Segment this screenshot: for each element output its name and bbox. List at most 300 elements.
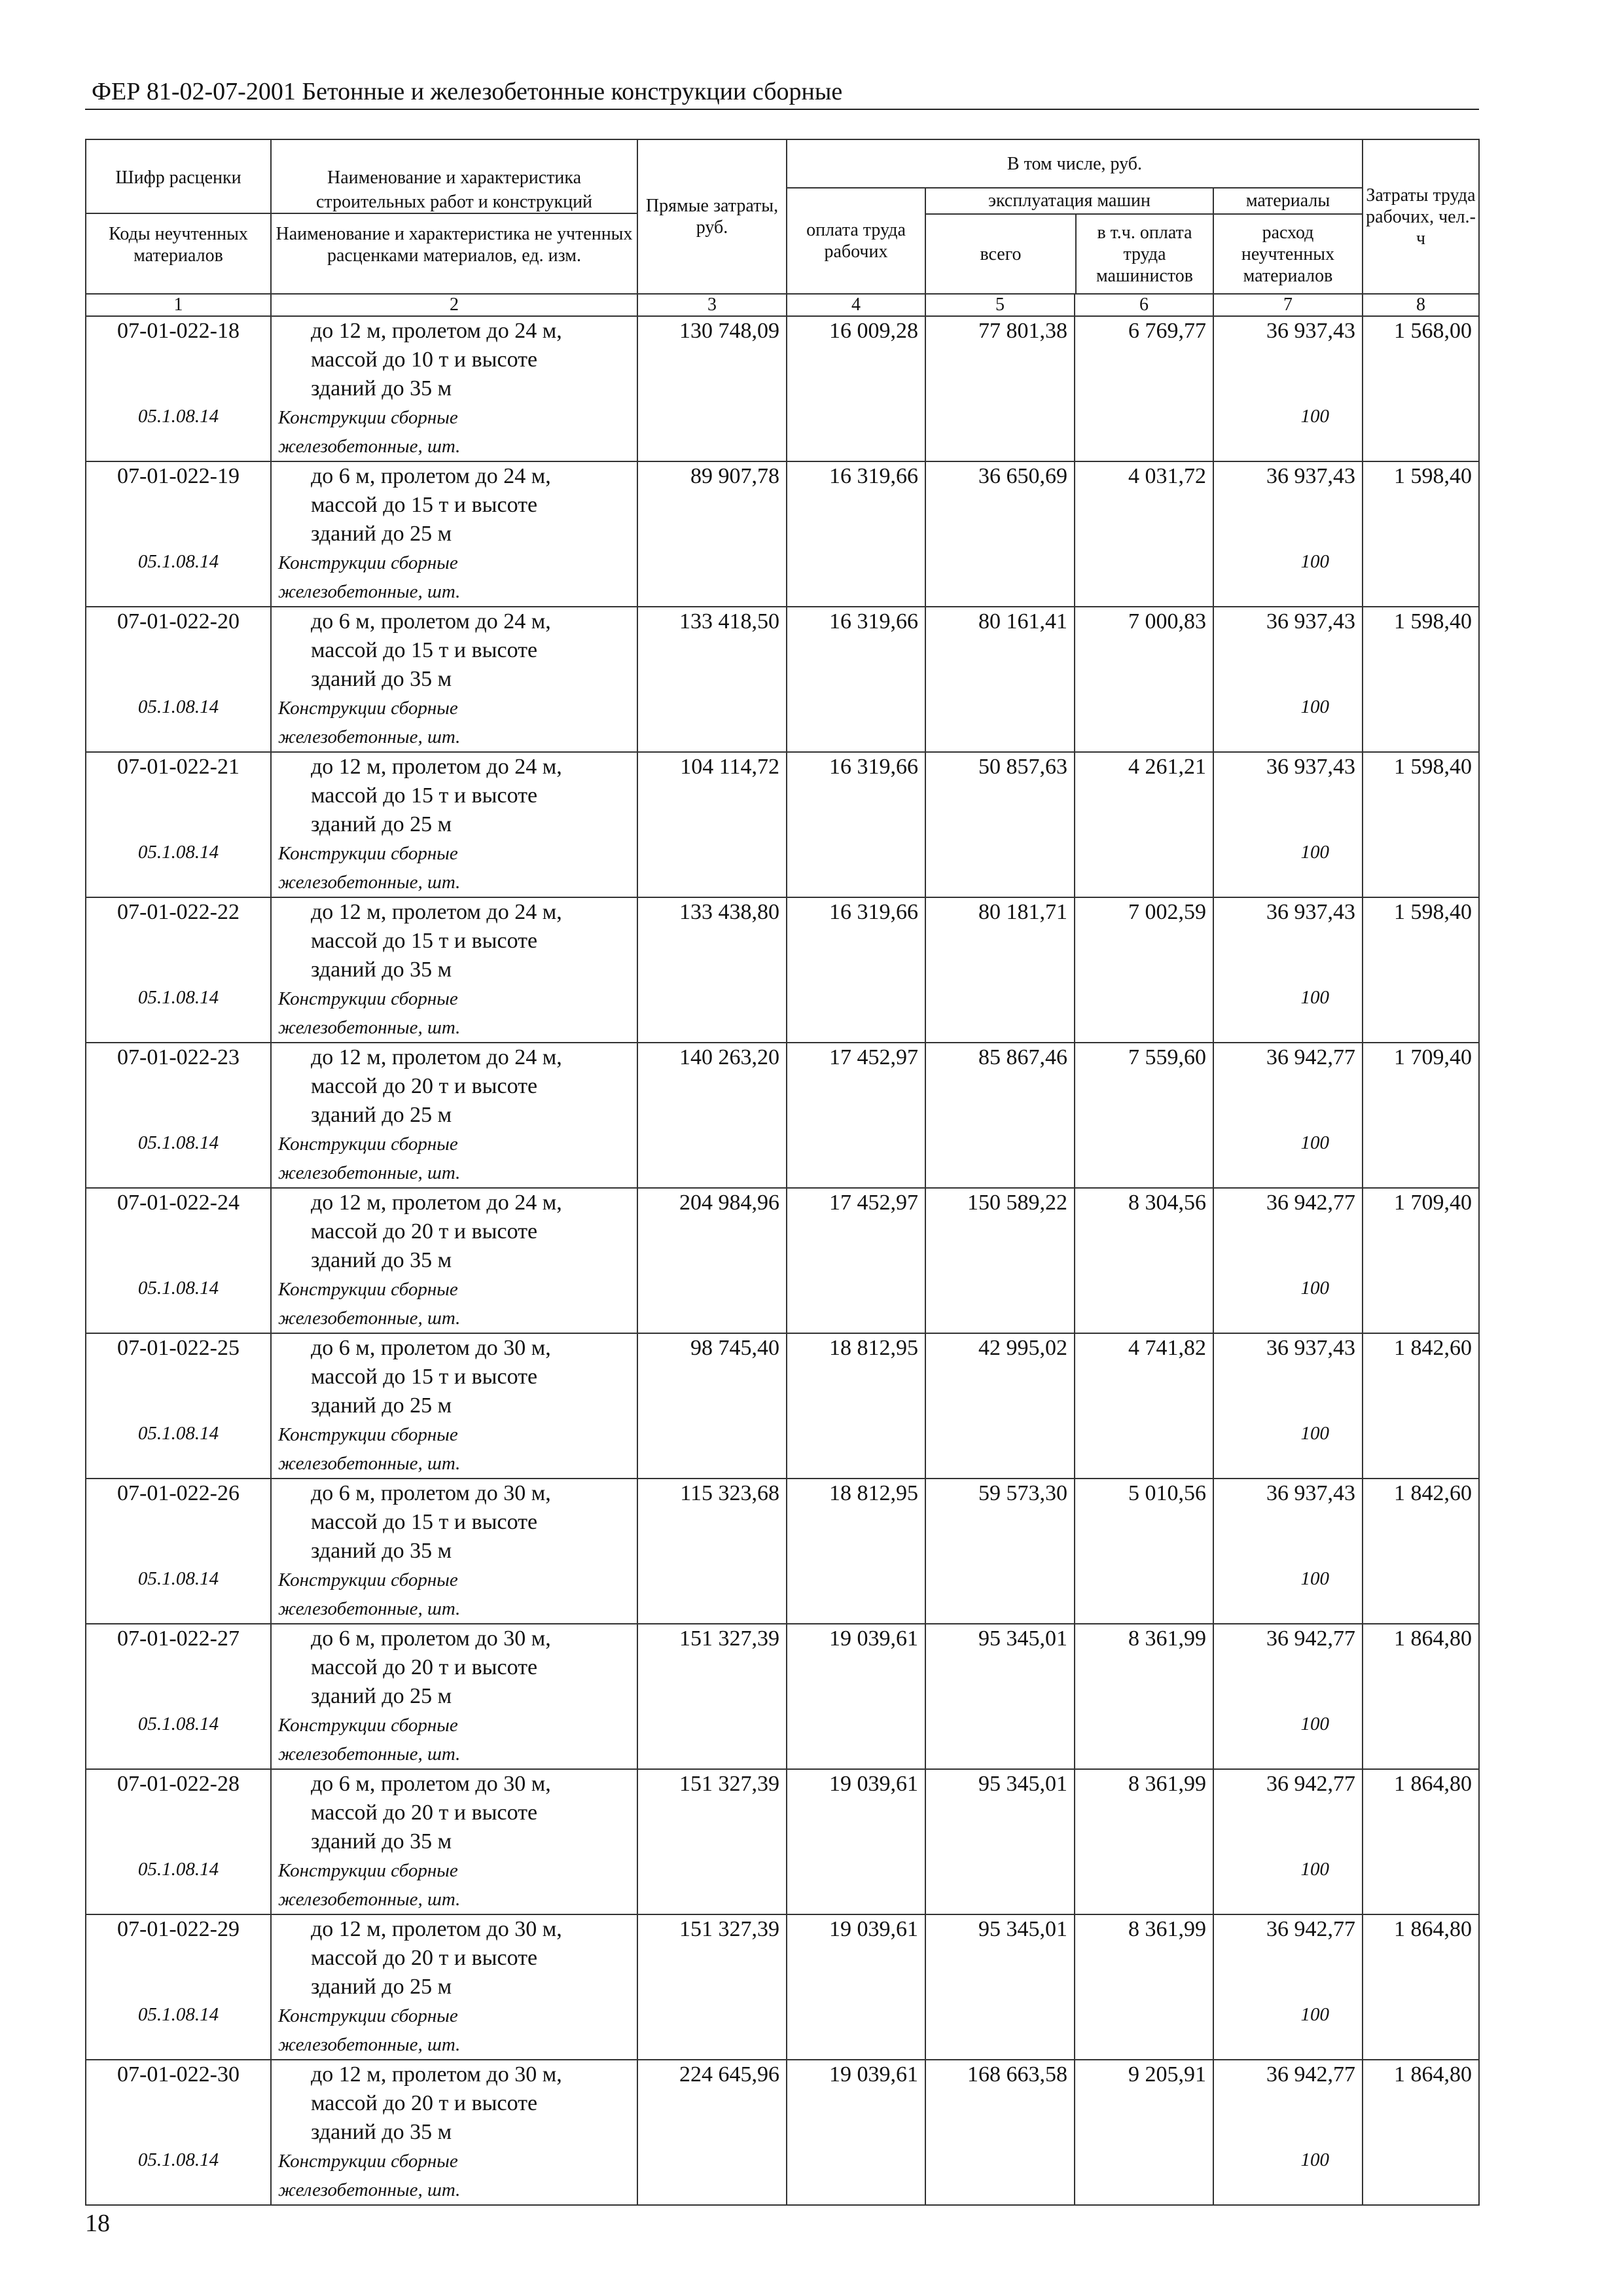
empty-cell <box>787 1566 925 1624</box>
material-quantity: 100 <box>1213 984 1363 1043</box>
empty-cell <box>787 839 925 897</box>
materials-cost: 36 937,43 <box>1213 1479 1363 1566</box>
labor-pay: 16 319,66 <box>787 897 925 984</box>
material-description-line: Конструкции сборные <box>278 1134 458 1155</box>
rate-description-line: до 12 м, пролетом до 24 м, <box>311 1045 562 1069</box>
material-description-line: Конструкции сборные <box>278 1715 458 1736</box>
rate-code: 07-01-022-28 <box>86 1769 271 1856</box>
empty-cell <box>1075 548 1213 607</box>
empty-cell <box>925 1420 1075 1479</box>
empty-cell <box>787 2001 925 2060</box>
rate-description-line: массой до 15 т и высоте <box>311 929 538 953</box>
empty-cell <box>925 1130 1075 1188</box>
direct-cost: 98 745,40 <box>637 1333 787 1420</box>
rate-description <box>271 316 637 403</box>
material-row <box>86 1566 1479 1624</box>
material-description-line: Конструкции сборные <box>278 552 458 573</box>
empty-cell <box>787 694 925 752</box>
direct-cost: 151 327,39 <box>637 1769 787 1856</box>
materials-cost: 36 942,77 <box>1213 1043 1363 1130</box>
rate-code: 07-01-022-26 <box>86 1479 271 1566</box>
empty-cell <box>1075 984 1213 1043</box>
rate-description-line: массой до 20 т и высоте <box>311 1074 538 1098</box>
empty-cell <box>1075 1130 1213 1188</box>
material-description-line: Конструкции сборные <box>278 1424 458 1445</box>
empty-cell <box>637 403 787 461</box>
rate-description-line: зданий до 25 м <box>311 522 452 546</box>
material-description <box>271 694 637 752</box>
rate-description-line: массой до 20 т и высоте <box>311 1655 538 1679</box>
column-number: 4 <box>787 294 925 316</box>
direct-cost: 151 327,39 <box>637 1624 787 1711</box>
rate-description-line: до 12 м, пролетом до 24 м, <box>311 900 562 924</box>
labor-hours: 1 864,80 <box>1363 1624 1479 1711</box>
labor-hours: 1 709,40 <box>1363 1188 1479 1275</box>
column-number: 6 <box>1075 294 1213 316</box>
direct-cost: 133 418,50 <box>637 607 787 694</box>
material-code: 05.1.08.14 <box>86 1275 271 1333</box>
direct-cost: 89 907,78 <box>637 461 787 548</box>
empty-cell <box>637 548 787 607</box>
rate-description <box>271 1188 637 1275</box>
rate-description <box>271 2060 637 2147</box>
empty-cell <box>787 1420 925 1479</box>
machinists-pay: 4 741,82 <box>1075 1333 1213 1420</box>
material-description <box>271 839 637 897</box>
empty-cell <box>925 1856 1075 1914</box>
empty-cell <box>637 2001 787 2060</box>
empty-cell <box>1363 694 1479 752</box>
machinists-pay: 4 261,21 <box>1075 752 1213 839</box>
empty-cell <box>787 548 925 607</box>
header-code: Шифр расценки <box>86 166 270 214</box>
rate-description-line: зданий до 35 м <box>311 1829 452 1854</box>
direct-cost: 224 645,96 <box>637 2060 787 2147</box>
direct-cost: 115 323,68 <box>637 1479 787 1566</box>
column-number: 5 <box>925 294 1075 316</box>
rate-code: 07-01-022-23 <box>86 1043 271 1130</box>
rate-description-line: массой до 15 т и высоте <box>311 493 538 517</box>
material-row <box>86 1130 1479 1188</box>
rate-description-line: до 12 м, пролетом до 30 м, <box>311 2062 562 2087</box>
empty-cell <box>1363 2001 1479 2060</box>
machinists-pay: 5 010,56 <box>1075 1479 1213 1566</box>
material-description <box>271 1711 637 1769</box>
material-code: 05.1.08.14 <box>86 2147 271 2205</box>
empty-cell <box>637 694 787 752</box>
empty-cell <box>637 1711 787 1769</box>
column-number: 8 <box>1363 294 1479 316</box>
material-description <box>271 1856 637 1914</box>
empty-cell <box>787 2147 925 2205</box>
material-description-line: Конструкции сборные <box>278 1570 458 1590</box>
empty-cell <box>1075 403 1213 461</box>
rate-row <box>86 897 1479 984</box>
column-number: 3 <box>637 294 787 316</box>
materials-cost: 36 937,43 <box>1213 461 1363 548</box>
machinists-pay: 8 361,99 <box>1075 1624 1213 1711</box>
material-description <box>271 1566 637 1624</box>
rate-description-line: до 6 м, пролетом до 24 м, <box>311 609 551 634</box>
rate-row <box>86 461 1479 548</box>
rate-row <box>86 1769 1479 1856</box>
labor-hours: 1 598,40 <box>1363 461 1479 548</box>
machines-total: 80 181,71 <box>925 897 1075 984</box>
empty-cell <box>787 1711 925 1769</box>
material-description-line: железобетонные, шт. <box>278 1598 461 1619</box>
rate-description <box>271 1479 637 1566</box>
material-description-line: Конструкции сборные <box>278 1279 458 1300</box>
direct-cost: 204 984,96 <box>637 1188 787 1275</box>
rate-description <box>271 1769 637 1856</box>
material-code: 05.1.08.14 <box>86 1856 271 1914</box>
materials-cost: 36 942,77 <box>1213 1188 1363 1275</box>
material-description <box>271 2147 637 2205</box>
rate-code: 07-01-022-27 <box>86 1624 271 1711</box>
labor-hours: 1 864,80 <box>1363 1914 1479 2001</box>
material-quantity: 100 <box>1213 839 1363 897</box>
material-code: 05.1.08.14 <box>86 403 271 461</box>
material-description-line: железобетонные, шт. <box>278 1453 461 1474</box>
machines-total: 77 801,38 <box>925 316 1075 403</box>
material-code: 05.1.08.14 <box>86 839 271 897</box>
labor-pay: 18 812,95 <box>787 1333 925 1420</box>
header-materials: материалы <box>1214 188 1362 215</box>
material-description-line: железобетонные, шт. <box>278 726 461 747</box>
direct-cost: 130 748,09 <box>637 316 787 403</box>
material-description <box>271 548 637 607</box>
empty-cell <box>925 694 1075 752</box>
empty-cell <box>637 984 787 1043</box>
labor-pay: 19 039,61 <box>787 1914 925 2001</box>
labor-pay: 19 039,61 <box>787 1624 925 1711</box>
rate-description-line: зданий до 35 м <box>311 2120 452 2144</box>
material-description-line: железобетонные, шт. <box>278 872 461 893</box>
empty-cell <box>1363 839 1479 897</box>
rate-description-line: зданий до 25 м <box>311 1684 452 1708</box>
material-row <box>86 694 1479 752</box>
materials-cost: 36 942,77 <box>1213 1624 1363 1711</box>
direct-cost: 133 438,80 <box>637 897 787 984</box>
column-number: 2 <box>271 294 637 316</box>
material-description-line: Конструкции сборные <box>278 2005 458 2026</box>
rate-description <box>271 461 637 548</box>
header-unaccounted-codes: Коды неучтенных материалов <box>109 224 248 266</box>
empty-cell <box>1363 2147 1479 2205</box>
empty-cell <box>1075 1711 1213 1769</box>
rate-row <box>86 1188 1479 1275</box>
empty-cell <box>787 403 925 461</box>
header-name: Наименование и характеристика строительных работ и конструкций <box>272 166 637 214</box>
material-code: 05.1.08.14 <box>86 694 271 752</box>
labor-pay: 16 319,66 <box>787 607 925 694</box>
header-materials-use: расход неучтенных материалов <box>1241 222 1335 286</box>
empty-cell <box>1075 839 1213 897</box>
materials-cost: 36 942,77 <box>1213 1769 1363 1856</box>
rate-description <box>271 897 637 984</box>
empty-cell <box>925 839 1075 897</box>
page-number: 18 <box>85 2210 110 2237</box>
empty-cell <box>637 1566 787 1624</box>
machines-total: 95 345,01 <box>925 1769 1075 1856</box>
machinists-pay: 7 002,59 <box>1075 897 1213 984</box>
rate-description-line: до 6 м, пролетом до 30 м, <box>311 1481 551 1505</box>
material-row <box>86 1711 1479 1769</box>
machinists-pay: 4 031,72 <box>1075 461 1213 548</box>
material-row <box>86 984 1479 1043</box>
empty-cell <box>925 1711 1075 1769</box>
header-including: В том числе, руб. <box>787 139 1363 188</box>
empty-cell <box>637 839 787 897</box>
machines-total: 50 857,63 <box>925 752 1075 839</box>
machines-total: 85 867,46 <box>925 1043 1075 1130</box>
header-direct: Прямые затраты, руб. <box>637 139 787 294</box>
header-code-cell <box>86 139 271 294</box>
empty-cell <box>925 984 1075 1043</box>
empty-cell <box>1075 1856 1213 1914</box>
material-description-line: железобетонные, шт. <box>278 1162 461 1183</box>
material-description-line: Конструкции сборные <box>278 988 458 1009</box>
material-description <box>271 1420 637 1479</box>
machines-total: 95 345,01 <box>925 1624 1075 1711</box>
material-description-line: железобетонные, шт. <box>278 2034 461 2055</box>
rate-description-line: массой до 20 т и высоте <box>311 2091 538 2115</box>
materials-cost: 36 937,43 <box>1213 607 1363 694</box>
rate-code: 07-01-022-18 <box>86 316 271 403</box>
empty-cell <box>1363 548 1479 607</box>
rate-description-line: до 12 м, пролетом до 30 м, <box>311 1917 562 1941</box>
machines-total: 59 573,30 <box>925 1479 1075 1566</box>
rate-row <box>86 1624 1479 1711</box>
materials-cost: 36 937,43 <box>1213 316 1363 403</box>
rate-description-line: зданий до 25 м <box>311 1103 452 1127</box>
machines-total: 36 650,69 <box>925 461 1075 548</box>
rate-code: 07-01-022-22 <box>86 897 271 984</box>
materials-cost: 36 937,43 <box>1213 752 1363 839</box>
rate-description-line: массой до 20 т и высоте <box>311 1801 538 1825</box>
rate-description-line: до 12 м, пролетом до 24 м, <box>311 1191 562 1215</box>
rate-description <box>271 1624 637 1711</box>
header-machinists-pay: в т.ч. оплата труда машинистов <box>1096 222 1193 286</box>
header-materials-cell <box>1213 188 1363 294</box>
rate-row <box>86 1914 1479 2001</box>
material-row <box>86 403 1479 461</box>
rate-code: 07-01-022-21 <box>86 752 271 839</box>
empty-cell <box>787 984 925 1043</box>
material-quantity: 100 <box>1213 1275 1363 1333</box>
labor-pay: 19 039,61 <box>787 2060 925 2147</box>
material-description-line: Конструкции сборные <box>278 407 458 428</box>
material-row <box>86 1856 1479 1914</box>
empty-cell <box>637 1420 787 1479</box>
empty-cell <box>925 1275 1075 1333</box>
labor-hours: 1 842,60 <box>1363 1333 1479 1420</box>
material-quantity: 100 <box>1213 1711 1363 1769</box>
material-code: 05.1.08.14 <box>86 1130 271 1188</box>
column-number: 7 <box>1213 294 1363 316</box>
machinists-pay: 9 205,91 <box>1075 2060 1213 2147</box>
rate-description-line: массой до 20 т и высоте <box>311 1219 538 1244</box>
material-code: 05.1.08.14 <box>86 2001 271 2060</box>
rate-description-line: до 6 м, пролетом до 30 м, <box>311 1772 551 1796</box>
rate-description-line: зданий до 35 м <box>311 376 452 401</box>
header-unaccounted-name: Наименование и характеристика не учтенных расценками материалов, ед. изм. <box>276 224 633 266</box>
rate-description-line: до 12 м, пролетом до 24 м, <box>311 319 562 343</box>
rate-code: 07-01-022-20 <box>86 607 271 694</box>
empty-cell <box>1075 1275 1213 1333</box>
empty-cell <box>787 1856 925 1914</box>
empty-cell <box>1363 1711 1479 1769</box>
labor-pay: 18 812,95 <box>787 1479 925 1566</box>
rate-description-line: массой до 10 т и высоте <box>311 348 538 372</box>
empty-cell <box>1075 694 1213 752</box>
column-number: 1 <box>86 294 271 316</box>
rate-code: 07-01-022-19 <box>86 461 271 548</box>
materials-cost: 36 942,77 <box>1213 2060 1363 2147</box>
material-row <box>86 1420 1479 1479</box>
machinists-pay: 7 000,83 <box>1075 607 1213 694</box>
material-code: 05.1.08.14 <box>86 548 271 607</box>
empty-cell <box>1075 2001 1213 2060</box>
header-machines: эксплуатация машин <box>926 188 1213 215</box>
labor-pay: 19 039,61 <box>787 1769 925 1856</box>
rate-description-line: зданий до 35 м <box>311 1248 452 1272</box>
empty-cell <box>637 1275 787 1333</box>
rate-description-line: зданий до 35 м <box>311 1539 452 1563</box>
empty-cell <box>1075 2147 1213 2205</box>
empty-cell <box>787 1130 925 1188</box>
rate-code: 07-01-022-25 <box>86 1333 271 1420</box>
material-quantity: 100 <box>1213 403 1363 461</box>
material-code: 05.1.08.14 <box>86 984 271 1043</box>
rate-description-line: до 6 м, пролетом до 30 м, <box>311 1626 551 1651</box>
direct-cost: 104 114,72 <box>637 752 787 839</box>
rate-description-line: до 12 м, пролетом до 24 м, <box>311 755 562 779</box>
rate-description-line: массой до 15 т и высоте <box>311 1365 538 1389</box>
material-description-line: Конструкции сборные <box>278 2151 458 2172</box>
rate-description-line: зданий до 25 м <box>311 812 452 836</box>
labor-hours: 1 598,40 <box>1363 607 1479 694</box>
machinists-pay: 7 559,60 <box>1075 1043 1213 1130</box>
rate-description-line: массой до 15 т и высоте <box>311 783 538 808</box>
material-description-line: Конструкции сборные <box>278 1860 458 1881</box>
labor-hours: 1 864,80 <box>1363 2060 1479 2147</box>
material-code: 05.1.08.14 <box>86 1420 271 1479</box>
machinists-pay: 8 304,56 <box>1075 1188 1213 1275</box>
labor-pay: 17 452,97 <box>787 1188 925 1275</box>
machines-total: 150 589,22 <box>925 1188 1075 1275</box>
machines-total: 168 663,58 <box>925 2060 1075 2147</box>
material-description-line: железобетонные, шт. <box>278 436 461 457</box>
rate-description-line: до 6 м, пролетом до 24 м, <box>311 464 551 488</box>
header-labor-pay: оплата труда рабочих <box>787 188 925 294</box>
material-description-line: железобетонные, шт. <box>278 581 461 602</box>
header-machines-total: всего <box>926 215 1077 293</box>
rate-row <box>86 1479 1479 1566</box>
rate-description-line: до 6 м, пролетом до 30 м, <box>311 1336 551 1360</box>
labor-pay: 16 009,28 <box>787 316 925 403</box>
empty-cell <box>787 1275 925 1333</box>
material-code: 05.1.08.14 <box>86 1711 271 1769</box>
material-description <box>271 1130 637 1188</box>
labor-hours: 1 568,00 <box>1363 316 1479 403</box>
material-description <box>271 403 637 461</box>
machines-total: 80 161,41 <box>925 607 1075 694</box>
direct-cost: 151 327,39 <box>637 1914 787 2001</box>
empty-cell <box>1363 1856 1479 1914</box>
empty-cell <box>925 2001 1075 2060</box>
rate-description-line: массой до 20 т и высоте <box>311 1946 538 1970</box>
empty-cell <box>1363 403 1479 461</box>
empty-cell <box>637 2147 787 2205</box>
material-quantity: 100 <box>1213 1130 1363 1188</box>
material-description-line: Конструкции сборные <box>278 698 458 719</box>
material-row <box>86 839 1479 897</box>
rate-description <box>271 752 637 839</box>
header-labor-cost: Затраты труда рабочих, чел.-ч <box>1363 139 1479 294</box>
machinists-pay: 8 361,99 <box>1075 1914 1213 2001</box>
machinists-pay: 6 769,77 <box>1075 316 1213 403</box>
header-name-cell <box>271 139 637 294</box>
material-quantity: 100 <box>1213 2147 1363 2205</box>
rate-description <box>271 1333 637 1420</box>
rate-description <box>271 607 637 694</box>
rate-description-line: зданий до 25 м <box>311 1393 452 1418</box>
rate-description-line: массой до 15 т и высоте <box>311 1510 538 1534</box>
materials-cost: 36 937,43 <box>1213 1333 1363 1420</box>
empty-cell <box>637 1130 787 1188</box>
material-description <box>271 984 637 1043</box>
empty-cell <box>925 1566 1075 1624</box>
title-rule <box>85 109 1479 110</box>
rate-row <box>86 752 1479 839</box>
labor-hours: 1 842,60 <box>1363 1479 1479 1566</box>
direct-cost: 140 263,20 <box>637 1043 787 1130</box>
material-quantity: 100 <box>1213 694 1363 752</box>
rate-description <box>271 1043 637 1130</box>
material-quantity: 100 <box>1213 2001 1363 2060</box>
rate-description-line: зданий до 25 м <box>311 1975 452 1999</box>
material-quantity: 100 <box>1213 1566 1363 1624</box>
page-title: ФЕР 81-02-07-2001 Бетонные и железобетонные конструкции сборные <box>92 78 843 105</box>
material-description <box>271 2001 637 2060</box>
material-description-line: железобетонные, шт. <box>278 1017 461 1038</box>
rate-code: 07-01-022-30 <box>86 2060 271 2147</box>
empty-cell <box>637 1856 787 1914</box>
rate-row <box>86 2060 1479 2147</box>
labor-pay: 16 319,66 <box>787 752 925 839</box>
material-code: 05.1.08.14 <box>86 1566 271 1624</box>
material-description <box>271 1275 637 1333</box>
rate-code: 07-01-022-24 <box>86 1188 271 1275</box>
machines-total: 42 995,02 <box>925 1333 1075 1420</box>
material-row <box>86 2147 1479 2205</box>
header-machines-cell <box>925 188 1213 294</box>
labor-pay: 17 452,97 <box>787 1043 925 1130</box>
material-row <box>86 548 1479 607</box>
empty-cell <box>1363 1420 1479 1479</box>
empty-cell <box>925 2147 1075 2205</box>
rate-description-line: массой до 15 т и высоте <box>311 638 538 662</box>
labor-hours: 1 709,40 <box>1363 1043 1479 1130</box>
empty-cell <box>1363 984 1479 1043</box>
machinists-pay: 8 361,99 <box>1075 1769 1213 1856</box>
material-description-line: Конструкции сборные <box>278 843 458 864</box>
materials-cost: 36 937,43 <box>1213 897 1363 984</box>
material-row <box>86 2001 1479 2060</box>
material-description-line: железобетонные, шт. <box>278 2179 461 2200</box>
rate-description-line: зданий до 35 м <box>311 958 452 982</box>
